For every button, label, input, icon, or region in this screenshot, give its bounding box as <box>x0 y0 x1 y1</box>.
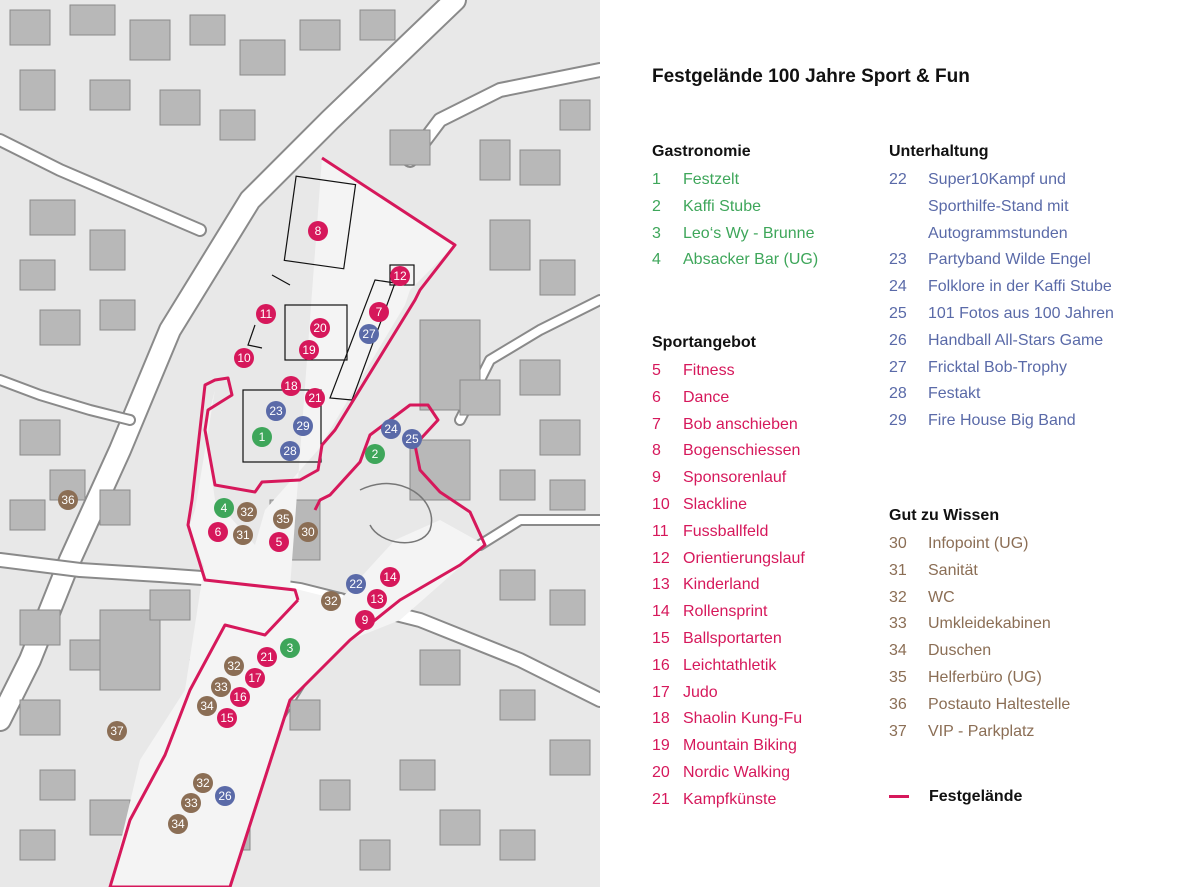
map-marker-35[interactable]: 35 <box>273 509 293 529</box>
map-marker-11[interactable]: 11 <box>256 304 276 324</box>
legend-item-label: Bob anschieben <box>683 415 798 433</box>
map-marker-34[interactable]: 34 <box>197 696 217 716</box>
legend-item-label: Absacker Bar (UG) <box>683 251 819 269</box>
legend-item <box>889 665 1179 692</box>
legend-item-number: 24 <box>889 278 907 296</box>
legend-item <box>889 328 1179 355</box>
legend-item-number: 15 <box>652 629 670 647</box>
legend-item <box>652 733 882 760</box>
map-marker-22[interactable]: 22 <box>346 574 366 594</box>
legend-gastronomie <box>652 141 882 274</box>
legend-item-number: 21 <box>652 790 670 808</box>
map-marker-1[interactable]: 1 <box>252 427 272 447</box>
legend-item-number: 9 <box>652 469 661 487</box>
legend-item-number: 7 <box>652 415 661 433</box>
legend-item-label: Nordic Walking <box>683 763 790 781</box>
legend-gut-zu-wissen-title: Gut zu Wissen <box>889 507 1000 524</box>
legend-item <box>652 519 882 546</box>
map-marker-27[interactable]: 27 <box>359 324 379 344</box>
legend-item <box>889 247 1179 274</box>
map-marker-32[interactable]: 32 <box>321 591 341 611</box>
legend-item <box>889 408 1179 435</box>
legend-item-label: Festzelt <box>683 171 740 188</box>
legend-festgelaende <box>889 788 1022 806</box>
legend-festgelaende-label: Festgelände <box>929 788 1023 805</box>
legend-item <box>652 492 882 519</box>
legend-item-label: Helferbüro (UG) <box>928 668 1042 686</box>
map-marker-33[interactable]: 33 <box>211 677 231 697</box>
legend-item-label: Handball All-Stars Game <box>928 331 1104 349</box>
legend-item-label: Orientierungslauf <box>683 549 805 567</box>
legend-item-label: Sporthilfe-Stand mit <box>928 197 1069 215</box>
legend-item-number: 18 <box>652 710 670 728</box>
legend-item <box>889 381 1179 408</box>
legend-item-number: 29 <box>889 412 907 430</box>
legend-item-number: 11 <box>652 522 669 540</box>
legend-item-number: 33 <box>889 615 907 633</box>
map-marker-20[interactable]: 20 <box>310 318 330 338</box>
map-marker-29[interactable]: 29 <box>293 416 313 436</box>
legend-item-number: 36 <box>889 695 907 713</box>
legend-item-label: Sponsorenlauf <box>683 469 787 487</box>
map-marker-15[interactable]: 15 <box>217 708 237 728</box>
legend-item <box>652 247 882 274</box>
legend-item-label: Dance <box>683 388 730 406</box>
map-marker-12[interactable]: 12 <box>390 266 410 286</box>
legend-item-label: Mountain Biking <box>683 737 797 755</box>
legend-item <box>889 558 1179 585</box>
map-marker-30[interactable]: 30 <box>298 522 318 542</box>
map-marker-14[interactable]: 14 <box>380 567 400 587</box>
legend-item <box>889 719 1179 746</box>
legend-item-number: 20 <box>652 763 670 781</box>
legend-unterhaltung <box>889 141 1179 435</box>
legend-item-number: 4 <box>652 251 661 269</box>
map-marker-8[interactable]: 8 <box>308 221 328 241</box>
legend-item-number: 26 <box>889 331 907 349</box>
map-marker-31[interactable]: 31 <box>233 525 253 545</box>
map-marker-37[interactable]: 37 <box>107 721 127 741</box>
map-marker-34[interactable]: 34 <box>168 814 188 834</box>
legend-item-label: Autogrammstunden <box>928 224 1068 242</box>
legend-item <box>889 274 1179 301</box>
legend-item <box>652 706 882 733</box>
map-marker-28[interactable]: 28 <box>280 441 300 461</box>
legend-item-number: 35 <box>889 668 907 686</box>
legend-item <box>652 626 882 653</box>
legend-item <box>652 438 882 465</box>
map-marker-17[interactable]: 17 <box>245 668 265 688</box>
legend-item-label: Duschen <box>928 642 992 660</box>
map-marker-21[interactable]: 21 <box>257 647 277 667</box>
map-marker-16[interactable]: 16 <box>230 687 250 707</box>
festgelaende-line-swatch <box>889 795 909 798</box>
legend-item-label: Folklore in der Kaffi Stube <box>928 278 1112 296</box>
legend-item-number: 22 <box>889 171 907 188</box>
legend-item <box>889 167 1179 194</box>
map-marker-4[interactable]: 4 <box>214 498 234 518</box>
legend-item <box>889 585 1179 612</box>
legend-item-label: Fricktal Bob-Trophy <box>928 358 1067 376</box>
map-marker-21[interactable]: 21 <box>305 388 325 408</box>
map-marker-2[interactable]: 2 <box>365 444 385 464</box>
map-marker-32[interactable]: 32 <box>193 773 213 793</box>
legend-item-label: Kinderland <box>683 576 760 594</box>
legend-item <box>889 355 1179 382</box>
legend-item <box>889 611 1179 638</box>
legend-item <box>652 653 882 680</box>
map-marker-3[interactable]: 3 <box>280 638 300 658</box>
map-marker-36[interactable]: 36 <box>58 490 78 510</box>
legend-sportangebot <box>652 332 882 814</box>
legend-item-label: Bogenschiessen <box>683 442 801 460</box>
legend-item <box>652 194 882 221</box>
legend-item-label: Infopoint (UG) <box>928 535 1029 552</box>
legend-item-label: Postauto Haltestelle <box>928 695 1071 713</box>
legend-item-number: 1 <box>652 171 661 188</box>
legend-item-number: 31 <box>889 561 907 579</box>
legend-item-label: Ballsportarten <box>683 629 782 647</box>
legend-item-label: Partyband Wilde Engel <box>928 251 1091 269</box>
legend-item <box>652 412 882 439</box>
legend-item-label: Festakt <box>928 385 981 403</box>
legend-item-number: 10 <box>652 495 670 513</box>
legend-item <box>652 599 882 626</box>
legend-item-label: Shaolin Kung-Fu <box>683 710 803 728</box>
legend-sportangebot-title: Sportangebot <box>652 334 756 351</box>
legend-item-label: VIP - Parkplatz <box>928 722 1035 740</box>
legend-item <box>652 546 882 573</box>
legend-item-number: 17 <box>652 683 670 701</box>
map-marker-26[interactable]: 26 <box>215 786 235 806</box>
map-marker-7[interactable]: 7 <box>369 302 389 322</box>
legend-item <box>889 301 1179 328</box>
legend-item-label: Super10Kampf und <box>928 171 1066 188</box>
legend-item-label: Fire House Big Band <box>928 412 1076 430</box>
legend-item-number: 12 <box>652 549 670 567</box>
map-marker-33[interactable]: 33 <box>181 793 201 813</box>
legend-item <box>652 787 882 814</box>
legend-item-label: Leichtathletik <box>683 656 777 674</box>
map-title: Festgelände 100 Jahre Sport & Fun <box>652 66 970 87</box>
legend-item-number: 30 <box>889 535 907 552</box>
legend-item-label: Umkleidekabinen <box>928 615 1051 633</box>
legend-item <box>889 194 1179 221</box>
legend-item <box>652 167 882 194</box>
legend-item-label: WC <box>928 588 955 606</box>
legend-item-number: 27 <box>889 358 907 376</box>
legend-item-number: 19 <box>652 737 670 755</box>
legend-item-label: Kampfkünste <box>683 790 777 808</box>
legend-item-number: 14 <box>652 603 670 621</box>
legend-item <box>652 680 882 707</box>
legend-item-label: Judo <box>683 683 718 701</box>
legend-item <box>889 221 1179 248</box>
legend-item-number: 16 <box>652 656 670 674</box>
legend-item-number: 23 <box>889 251 907 269</box>
legend-unterhaltung-title: Unterhaltung <box>889 143 989 160</box>
legend-item-number: 37 <box>889 722 907 740</box>
map-marker-5[interactable]: 5 <box>269 532 289 552</box>
map-marker-23[interactable]: 23 <box>266 401 286 421</box>
map-marker-32[interactable]: 32 <box>237 502 257 522</box>
map-marker-6[interactable]: 6 <box>208 522 228 542</box>
legend-item-label: Slackline <box>683 495 748 513</box>
map-marker-13[interactable]: 13 <box>367 589 387 609</box>
legend-panel <box>600 0 1200 887</box>
legend-item-number: 28 <box>889 385 907 403</box>
legend-item-number: 8 <box>652 442 661 460</box>
legend-item-number: 2 <box>652 197 661 215</box>
legend-item-label: Fussballfeld <box>683 522 769 540</box>
legend-item <box>889 531 1179 558</box>
legend-item-label: 101 Fotos aus 100 Jahren <box>928 304 1114 322</box>
map-marker-10[interactable]: 10 <box>234 348 254 368</box>
legend-item-number: 25 <box>889 304 907 322</box>
legend-item <box>652 385 882 412</box>
legend-item <box>652 358 882 385</box>
legend-item <box>652 760 882 787</box>
legend-gut-zu-wissen <box>889 505 1179 745</box>
legend-item-label: Rollensprint <box>683 603 768 621</box>
map-marker-25[interactable]: 25 <box>402 429 422 449</box>
map-marker-32[interactable]: 32 <box>224 656 244 676</box>
map-marker-19[interactable]: 19 <box>299 340 319 360</box>
legend-item-number: 34 <box>889 642 907 660</box>
legend-item-number: 3 <box>652 224 661 242</box>
map-marker-9[interactable]: 9 <box>355 610 375 630</box>
legend-item-number: 6 <box>652 388 661 406</box>
map-marker-18[interactable]: 18 <box>281 376 301 396</box>
legend-item-label: Leo‘s Wy - Brunne <box>683 224 815 242</box>
map-marker-24[interactable]: 24 <box>381 419 401 439</box>
legend-item-number: 13 <box>652 576 670 594</box>
legend-item <box>889 692 1179 719</box>
legend-item-label: Kaffi Stube <box>683 197 761 215</box>
legend-item-number: 5 <box>652 362 661 379</box>
legend-gastronomie-title: Gastronomie <box>652 143 751 160</box>
legend-item-label: Fitness <box>683 362 735 379</box>
legend-item <box>889 638 1179 665</box>
legend-item <box>652 572 882 599</box>
legend-item-label: Sanität <box>928 561 978 579</box>
legend-item <box>652 465 882 492</box>
legend-item-number: 32 <box>889 588 907 606</box>
legend-item <box>652 221 882 248</box>
